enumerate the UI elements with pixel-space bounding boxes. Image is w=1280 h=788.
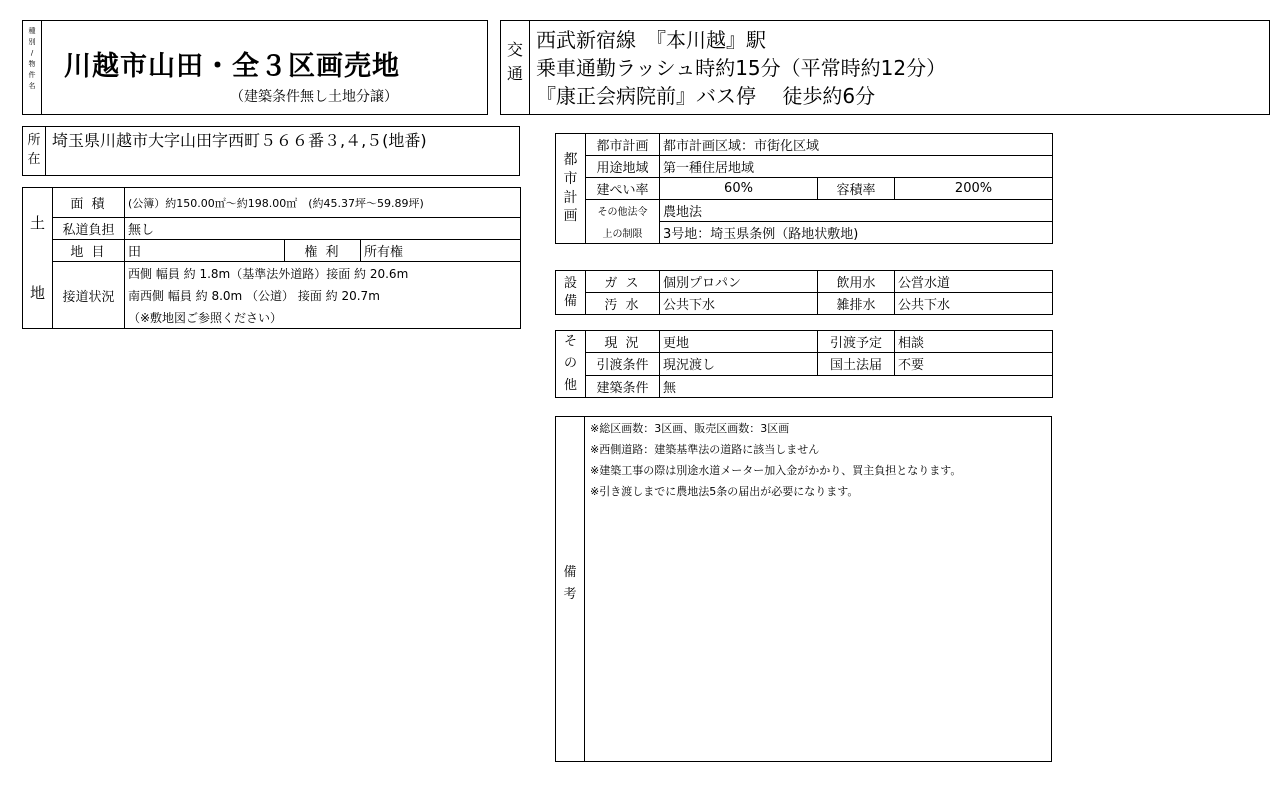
- water-label: 飲用水: [818, 271, 895, 293]
- city-plan-value: 都市計画区域：市街化区域: [660, 134, 1053, 156]
- gas-value: 個別プロパン: [660, 271, 818, 293]
- transport-line-3: 『康正会病院前』バス停 徒歩約6分: [536, 84, 876, 108]
- area-value: (公簿）約150.00㎡～約198.00㎡ (約45.37坪～59.89坪): [125, 188, 521, 218]
- kind-label: 種 別 / 物 件 名: [28, 27, 36, 90]
- water-value: 公営水道: [895, 271, 1053, 293]
- other-table: [555, 330, 1053, 398]
- use-zone-label: 用途地域: [586, 156, 660, 178]
- rights-value: 所有権: [361, 240, 521, 262]
- location-value: 埼玉県川越市大字山田字西町５６６番３,４,５(地番): [52, 131, 427, 150]
- road-label: 接道状況: [53, 262, 125, 329]
- private-road-label: 私道負担: [53, 218, 125, 240]
- drain-value: 公共下水: [895, 293, 1053, 315]
- road-line-3: （※敷地図ご参照ください）: [125, 307, 521, 329]
- other-law-value-1: 農地法: [660, 200, 1053, 222]
- remark-note: ※建築工事の際は別途水道メーター加入金がかかり、買主負担となります。: [590, 464, 962, 477]
- status-label: 現 況: [586, 331, 660, 353]
- remark-note: ※西側道路：建築基準法の道路に該当しません: [590, 443, 820, 456]
- gas-label: ガ ス: [586, 271, 660, 293]
- category-value: 田: [125, 240, 285, 262]
- land-law-label: 国土法届: [818, 353, 895, 375]
- property-subtitle: （建築条件無し土地分譲）: [230, 89, 398, 105]
- facilities-label: 設 備: [556, 271, 586, 315]
- build-cond-value: 無: [660, 375, 1053, 397]
- facilities-table: [555, 270, 1053, 315]
- planning-label: 都 市 計 画: [556, 134, 586, 244]
- remarks-label: 備 考: [563, 565, 577, 602]
- sewage-value: 公共下水: [660, 293, 818, 315]
- rights-label: 権 利: [285, 240, 361, 262]
- planning-table: [555, 133, 1053, 244]
- location-label: 所 在: [27, 133, 41, 167]
- remark-note: ※総区画数：3区画、販売区画数：3区画: [590, 422, 790, 435]
- other-law-label-2: 上の制限: [586, 222, 660, 244]
- road-line-2: 南西側 幅員 約 8.0m （公道） 接面 約 20.7m: [125, 285, 521, 307]
- use-zone-value: 第一種住居地域: [660, 156, 1053, 178]
- remark-note: ※引き渡しまでに農地法5条の届出が必要になります。: [590, 485, 859, 498]
- private-road-value: 無し: [125, 218, 521, 240]
- delivery-cond-label: 引渡条件: [586, 353, 660, 375]
- transport-line-2: 乗車通勤ラッシュ時約15分（平常時約12分）: [536, 56, 947, 80]
- road-line-1: 西側 幅員 約 1.8m（基準法外道路）接面 約 20.6m: [125, 262, 521, 285]
- land-law-value: 不要: [895, 353, 1053, 375]
- other-law-label-1: その他法令: [586, 200, 660, 222]
- build-cond-label: 建築条件: [586, 375, 660, 397]
- other-law-value-2: 3号地：埼玉県条例（路地状敷地): [660, 222, 1053, 244]
- far-label: 容積率: [818, 178, 895, 200]
- other-label: そ の 他: [556, 331, 586, 398]
- city-plan-label: 都市計画: [586, 134, 660, 156]
- area-label: 面 積: [53, 188, 125, 218]
- status-value: 更地: [660, 331, 818, 353]
- coverage-label: 建ぺい率: [586, 178, 660, 200]
- coverage-value: 60%: [660, 178, 818, 200]
- property-title: 川越市山田・全３区画売地: [64, 51, 400, 82]
- transport-line-1: 西武新宿線 『本川越』駅: [536, 28, 766, 52]
- transport-label: 交 通: [506, 40, 523, 83]
- remarks-notes: [590, 418, 961, 502]
- category-label: 地 目: [53, 240, 125, 262]
- drain-label: 雑排水: [818, 293, 895, 315]
- delivery-value: 相談: [895, 331, 1053, 353]
- delivery-label: 引渡予定: [818, 331, 895, 353]
- far-value: 200%: [895, 178, 1053, 200]
- land-label: 土 地: [23, 188, 53, 329]
- land-table: [22, 187, 521, 329]
- delivery-cond-value: 現況渡し: [660, 353, 818, 375]
- sewage-label: 汚 水: [586, 293, 660, 315]
